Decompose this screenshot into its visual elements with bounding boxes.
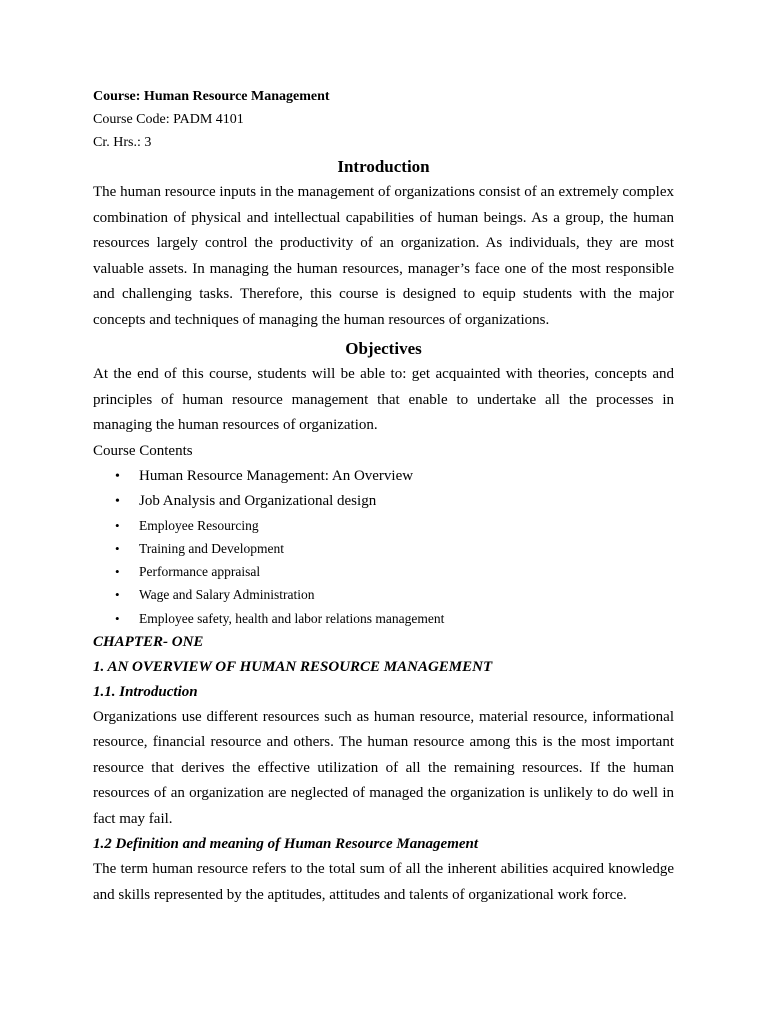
- list-item: [93, 583, 674, 606]
- bullet-icon: •: [115, 540, 120, 556]
- list-item: [93, 560, 674, 583]
- list-item-label: Employee safety, health and labor relations management: [139, 610, 445, 626]
- objectives-heading: Objectives: [345, 339, 422, 358]
- list-item: [93, 514, 674, 537]
- bullet-icon: •: [115, 587, 120, 603]
- list-item-label: Wage and Salary Administration: [139, 587, 315, 603]
- list-item: [93, 464, 674, 489]
- credit-hours: Cr. Hrs.: 3: [93, 135, 152, 150]
- objectives-paragraph: At the end of this course, students will be able to: get acquainted with theories, concepts and principles of human resource management that enable to undertake all the processes in managing the human resources of organization.: [93, 366, 674, 433]
- bullet-icon: •: [115, 610, 120, 626]
- bullet-icon: •: [115, 564, 120, 580]
- course-title: Course: Human Resource Management: [93, 89, 330, 104]
- document-page: [93, 85, 674, 908]
- list-item-label: Training and Development: [139, 540, 284, 556]
- list-item-label: Employee Resourcing: [139, 517, 259, 533]
- section-1-1-heading: 1.1. Introduction: [93, 683, 198, 700]
- section-1-2-heading: 1.2 Definition and meaning of Human Resource Management: [93, 836, 479, 853]
- list-item: [93, 489, 674, 514]
- list-item: [93, 537, 674, 560]
- bullet-icon: •: [115, 493, 120, 509]
- list-item: [93, 607, 674, 630]
- course-contents-heading: Course Contents: [93, 442, 193, 459]
- list-item-label: Performance appraisal: [139, 564, 261, 580]
- bullet-icon: •: [115, 517, 120, 533]
- introduction-paragraph: The human resource inputs in the management of organizations consist of an extremely complex combination of physical and intellectual capabilities of human beings. As a group, the human resources largely control the productivity of an organization. As individuals, they are most valuable assets. In managing the human resources, manager’s face one of the most responsible and challenging tasks. Therefore, this course is designed to equip students with the major concepts and techniques of managing the human resources of organizations.: [93, 184, 674, 328]
- course-code: Course Code: PADM 4101: [93, 112, 244, 127]
- list-item-label: Job Analysis and Organizational design: [139, 492, 377, 509]
- introduction-heading: Introduction: [337, 157, 430, 176]
- chapter-label: CHAPTER- ONE: [93, 633, 204, 650]
- chapter-title: 1. AN OVERVIEW OF HUMAN RESOURCE MANAGEMENT: [93, 658, 493, 675]
- list-item-label: Human Resource Management: An Overview: [139, 467, 414, 484]
- section-1-1-paragraph: Organizations use different resources such as human resource, material resource, informational resource, financial resource and others. The human resource among this is the most important resource that derives the effective utilization of all the remaining resources. If the human resources of an organization are neglected of managed the organization is unlikely to do well in fact may fail.: [93, 708, 674, 827]
- section-1-2-paragraph: The term human resource refers to the total sum of all the inherent abilities acquired knowledge and skills represented by the aptitudes, attitudes and talents of organizational work force.: [93, 861, 674, 903]
- bullet-icon: •: [115, 468, 120, 484]
- course-contents-list: [93, 464, 674, 630]
